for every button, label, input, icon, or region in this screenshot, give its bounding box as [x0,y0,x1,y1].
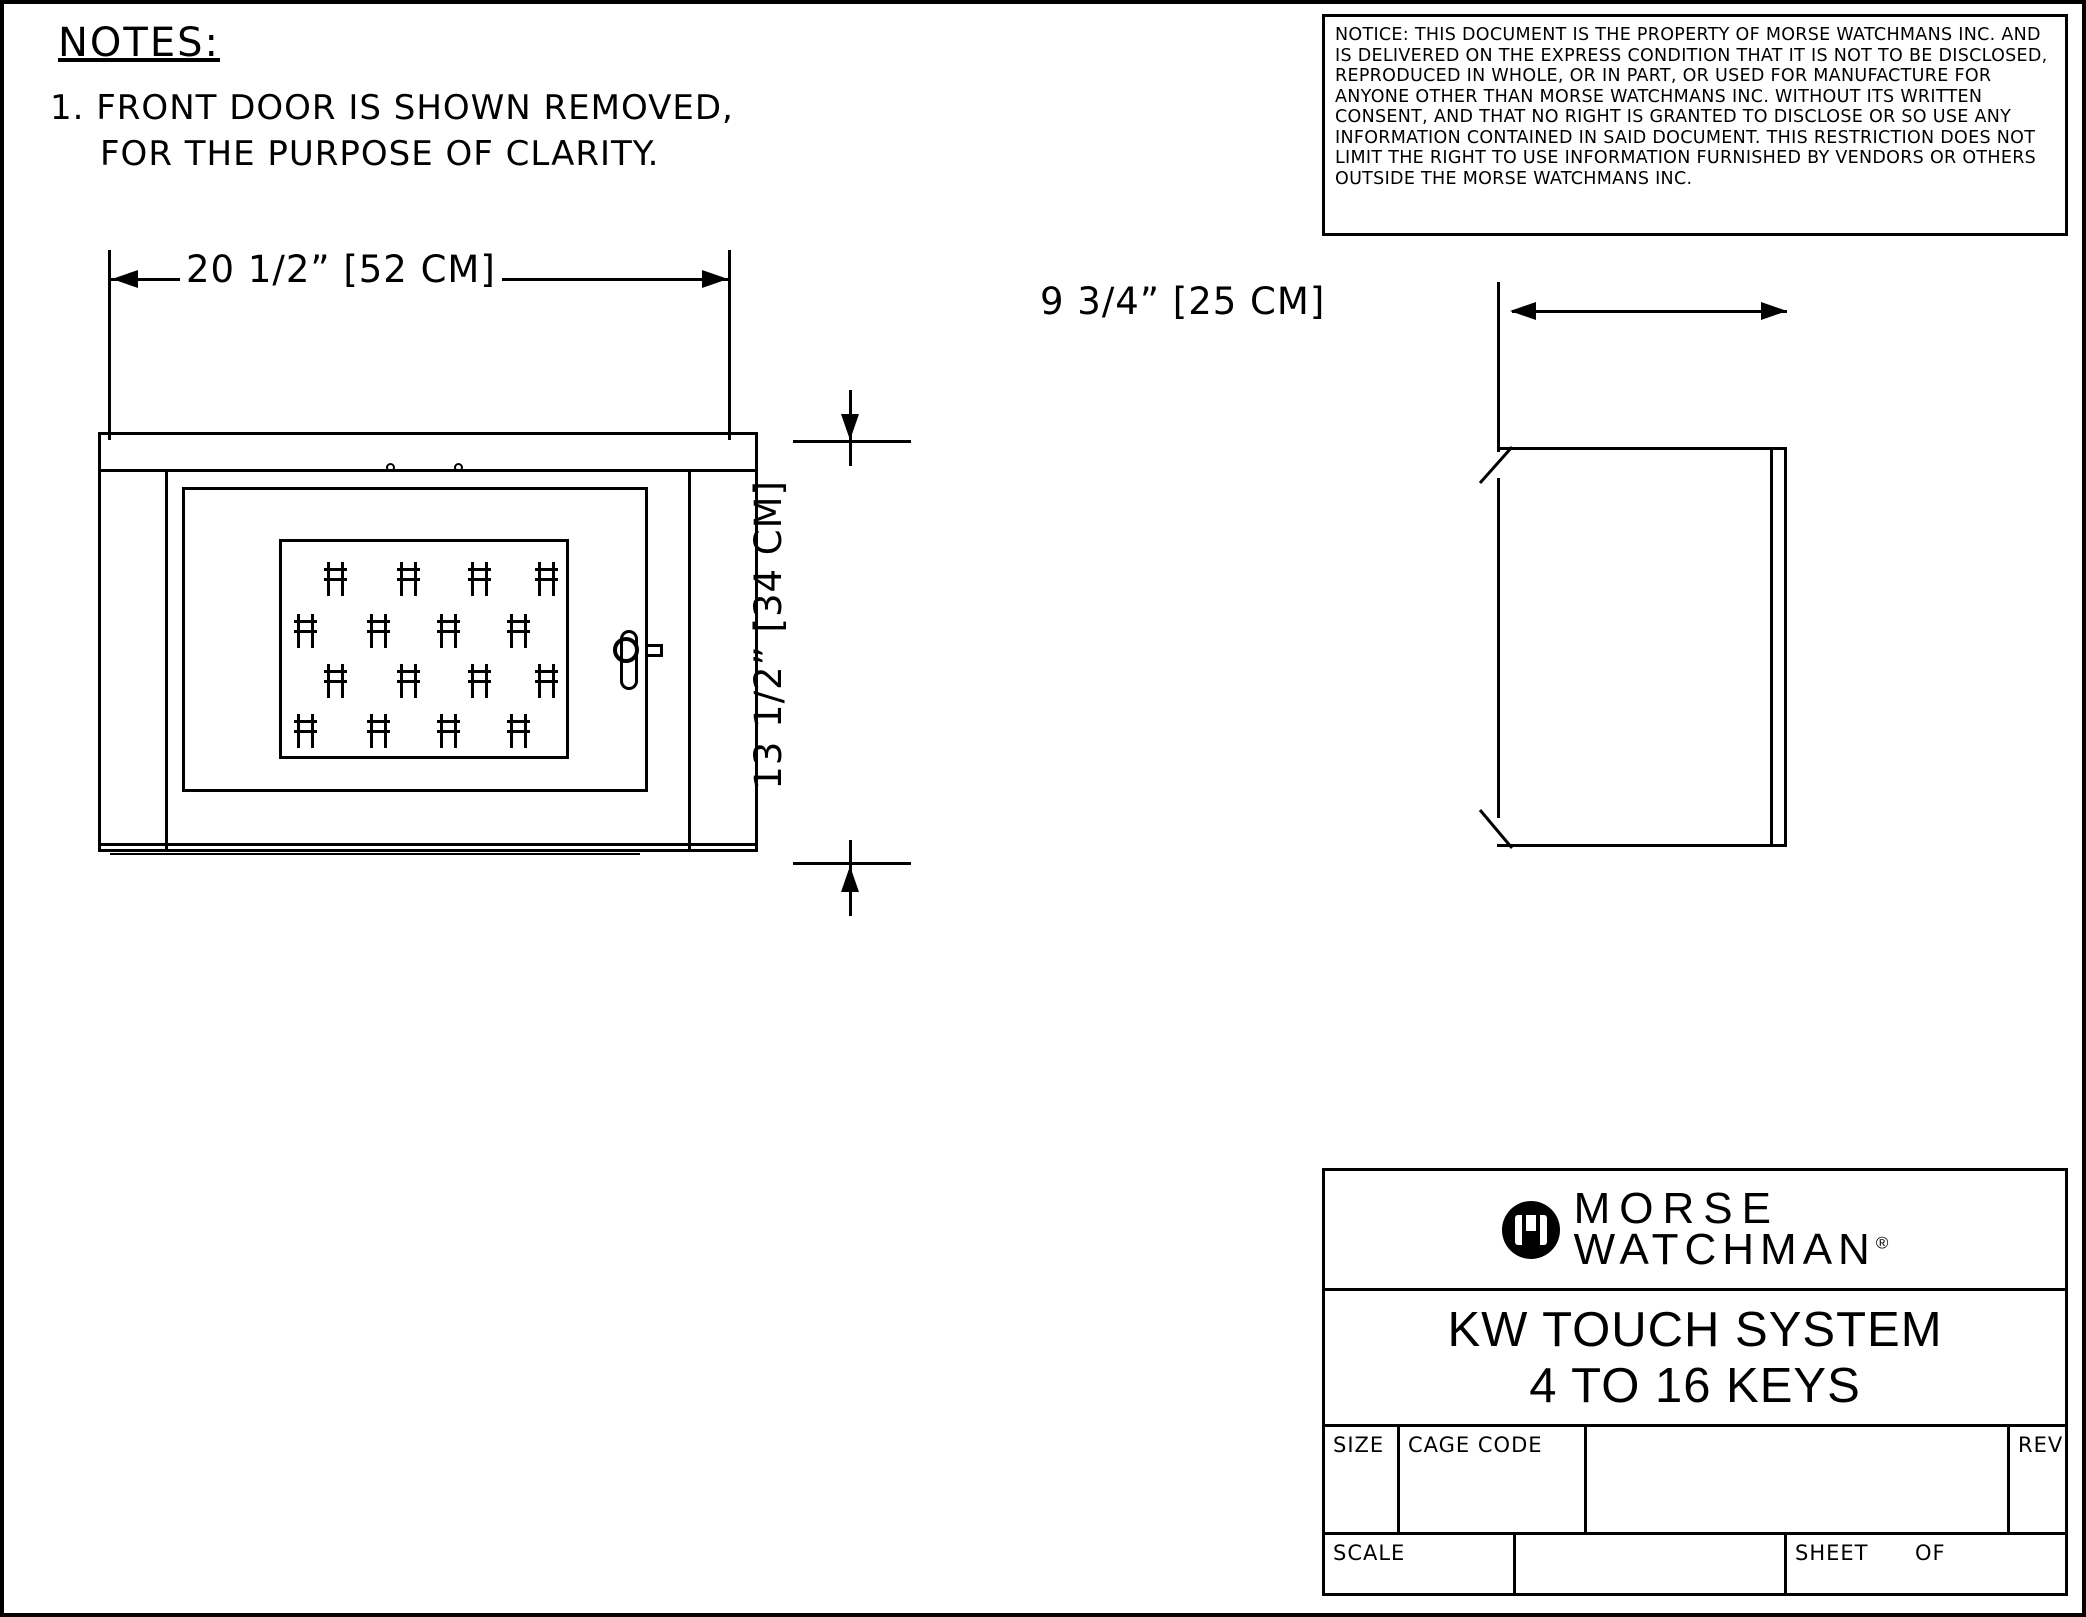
width-arrow-right-icon [702,270,728,288]
depth-dimension-line [1512,310,1787,313]
width-arrow-left-icon [112,270,138,288]
notes-heading: NOTES: [58,20,220,66]
depth-extension-line [1497,282,1500,452]
proprietary-notice-text: NOTICE: THIS DOCUMENT IS THE PROPERTY OF MORSE WATCHMANS INC. AND IS DELIVERED ON THE EXPRESS CONDITION THAT IT IS NOT TO BE DISCLOSED, REPRODUCED IN WHOLE, OR IN PART, OR USED FOR MANUFACTURE FOR ANYONE OTHER THAN MORSE WATCHMANS INC. WITHOUT ITS WRITTEN CONSENT, AND THAT NO RIGHT IS GRANTED TO DISCLOSE OR SO USE ANY INFORMATION CONTAINED IN SAID DOCUMENT. THIS RESTRICTION DOES NOT LIMIT THE RIGHT TO USE INFORMATION FURNISHED BY VENDORS OR OTHERS OUTSIDE THE MORSE WATCHMANS INC. [1335,25,2048,189]
height-extension-line-top [793,440,911,443]
depth-arrow-right-icon [1761,302,1787,320]
title-block-row-identifiers [1325,1427,2065,1535]
key-hook [437,614,460,648]
door-lock-ring [613,637,639,663]
cabinet-side-bottom-bevel [1478,808,1514,850]
cage-code-label: CAGE CODE [1408,1433,1543,1457]
key-hook-panel [279,539,569,759]
company-logo [1325,1171,2065,1291]
logo-line-1: MORSE [1573,1184,1780,1234]
key-hook [507,614,530,648]
registered-mark-icon: ® [1875,1232,1889,1252]
mounting-hole-left [386,463,395,472]
depth-dimension-label: 9 3/4” [25 CM] [1040,280,1326,323]
title-block-row-scale-sheet [1325,1535,2065,1596]
depth-arrow-left-icon [1510,302,1536,320]
rev-label: REV [2018,1433,2064,1457]
key-hook [507,714,530,748]
drawing-number-value [1587,1427,2007,1535]
width-dimension-label: 20 1/2” [52 CM] [180,248,502,291]
logo-line-2: WATCHMAN® [1573,1224,1889,1274]
drawing-title-line-1: KW TOUCH SYSTEM [1447,1302,1943,1357]
height-extension-line-bottom [793,862,911,865]
key-hook [468,664,491,698]
notes-line-2: FOR THE PURPOSE OF CLARITY. [100,134,660,174]
cabinet-bottom-edge-inner [110,853,640,855]
drawing-title-line-2: 4 TO 16 KEYS [1529,1358,1861,1413]
weight-value [1516,1535,1784,1596]
key-hook [437,714,460,748]
cabinet-side-back-edge [1497,478,1500,818]
cabinet-bottom-edge [98,843,758,846]
title-block [1322,1168,2068,1596]
cabinet-side-top-bevel [1478,445,1514,485]
sheet-label: SHEET [1795,1541,1869,1565]
scale-label: SCALE [1333,1541,1406,1565]
cabinet-left-rail [98,472,168,852]
cabinet-top-strip [98,432,758,472]
height-dimension-label: 13 1/2” [34 CM] [747,480,790,790]
key-hook [324,562,347,596]
sheet-of-label: OF [1915,1541,1946,1565]
door-latch-nub [645,644,663,657]
morse-watchman-m-icon [1502,1201,1560,1259]
drawing-title [1325,1291,2065,1427]
key-hook [367,614,390,648]
key-hook [367,714,390,748]
key-hook [468,562,491,596]
mounting-hole-right [454,463,463,472]
key-hook [535,664,558,698]
cabinet-side-front-edge [1770,447,1773,847]
proprietary-notice-box [1322,14,2068,236]
notes-line-1: 1. FRONT DOOR IS SHOWN REMOVED, [50,88,734,128]
key-hook [535,562,558,596]
key-hook [294,714,317,748]
height-arrow-up-icon [841,866,859,892]
key-hook [294,614,317,648]
key-hook [397,664,420,698]
key-hook [324,664,347,698]
height-arrow-down-icon [841,414,859,440]
size-label: SIZE [1333,1433,1385,1457]
cabinet-side-outline [1497,447,1787,847]
key-hook [397,562,420,596]
